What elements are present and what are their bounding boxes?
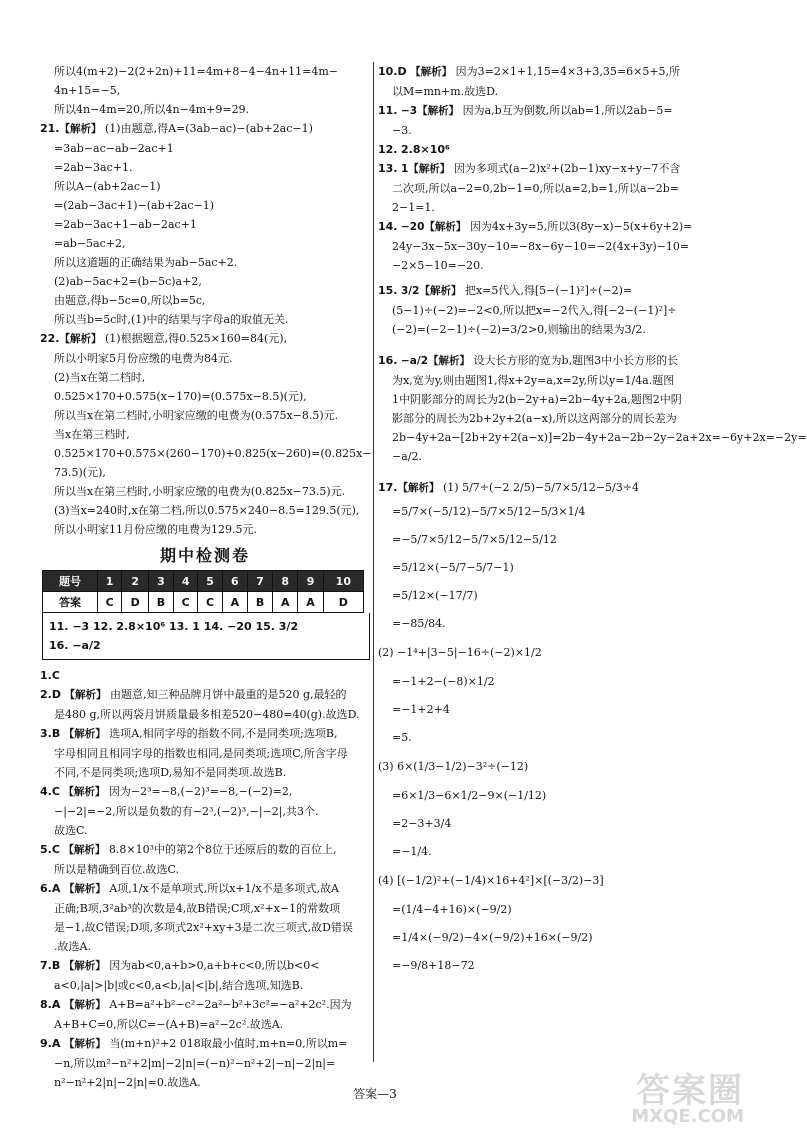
text-line: =3ab−ac−ab−2ac+1: [54, 142, 174, 155]
text-line: .故选A.: [54, 940, 91, 953]
text-line: −3.: [392, 124, 412, 137]
text-line: 选项A,相同字母的指数不同,不是同类项;选项B,: [109, 727, 338, 740]
table-header-cell: 1: [97, 571, 121, 592]
table-cell: A: [222, 592, 247, 613]
analysis-tag: 【解析】: [59, 123, 102, 135]
question-number: 6.A: [40, 882, 61, 895]
item-12: [378, 140, 718, 159]
analysis-tag: 【解析】: [63, 844, 106, 856]
text-line: 73.5)(元),: [54, 466, 106, 479]
text-line: (5−1)÷(−2)=−2<0,所以把x=−2代入,得[−2−(−1)²]÷: [392, 304, 677, 317]
text-line: 由题意,知三种品牌月饼中最重的是520 g,最轻的: [109, 688, 347, 701]
answer-table-row: [43, 592, 364, 613]
table-header-cell: 7: [248, 571, 273, 592]
section-title: 期中检测卷: [159, 546, 250, 565]
question-22: [40, 329, 370, 349]
text-line: 为x,宽为y,则由题图1,得x+2y=a,x=2y,所以y=1/4a.题图: [392, 374, 675, 387]
text-line: A+B=a²+b²−c²−2a²−b²+3c²=−a²+2c².因为: [109, 998, 352, 1011]
text-line: =5/7×(−5/12)−5/7×5/12−5/3×1/4: [392, 505, 586, 518]
text-line: 因为4x+3y=5,所以3(8y−x)−5(x+6y+2)=: [469, 220, 693, 233]
text-line: (2)当x在第二档时,: [54, 371, 146, 384]
text-line: −n,所以m²−n²+2|m|−2|n|=(−n)²−n²+2|−n|−2|n|=: [54, 1057, 336, 1070]
question-17: [378, 478, 718, 498]
text-line: (1)根据题意,得0.525×160=84(元),: [105, 332, 288, 345]
table-header-cell: 3: [148, 571, 173, 592]
answer-table: [42, 570, 364, 613]
analysis-tag: 【解析】: [397, 482, 440, 494]
text-line: −a/2.: [392, 450, 422, 463]
text-line: 是480 g,所以两袋月饼质量最多相差520−480=40(g).故选D.: [54, 708, 360, 721]
fill-in-answers: [42, 613, 370, 660]
text-line: 4n+15=−5,: [54, 84, 121, 97]
text-line: 1中阴影部分的周长为2(b−2y+a)=2b−4y+2a,题图2中阴: [392, 393, 682, 406]
table-cell: A: [273, 592, 298, 613]
table-header-cell: 8: [273, 571, 298, 592]
text-line: 把x=5代入,得[5−(−1)²]÷(−2)=: [464, 284, 633, 297]
text-line: a<0,|a|>|b|或c<0,a<b,|a|<|b|,结合选项,知选B.: [54, 979, 304, 992]
item-11: [378, 101, 718, 121]
question-number: 2.D: [40, 688, 61, 701]
text-line: 影部分的周长为2b+2y+2(a−x),所以这两部分的周长差为: [392, 412, 677, 425]
question-number: 16.: [378, 354, 398, 367]
question-number: 4.C: [40, 785, 60, 798]
analysis-tag: 【解析】: [63, 999, 106, 1011]
text-line: 0.525×170+0.575×(260−170)+0.825(x−260)=(0.825x−: [54, 447, 372, 460]
text-line: 所以4n−4m=20,所以4n−4m+9=29.: [54, 103, 250, 116]
text-line: =−1+2−(−8)×1/2: [392, 675, 495, 688]
text-line: =−1+2+4: [392, 703, 450, 716]
table-header-cell: 6: [222, 571, 247, 592]
text-line: (3) 6×(1/3−1/2)−3²÷(−12): [378, 760, 529, 773]
text-line: 设大长方形的宽为b,题图3中小长方形的长: [473, 354, 679, 367]
analysis-tag: 1【解析】: [401, 163, 451, 175]
question-number: 11.: [378, 104, 398, 117]
text-line: (2)ab−5ac+2=(b−5c)a+2,: [54, 275, 202, 288]
table-cell: B: [248, 592, 273, 613]
watermark-url: MXQE.COM: [631, 1106, 744, 1127]
item-3: [40, 724, 370, 744]
question-number: 3.B: [40, 727, 61, 740]
right-column: [378, 62, 807, 980]
text-line: =−85/84.: [392, 617, 446, 630]
text-line: (−2)=(−2−1)÷(−2)=3/2>0,则输出的结果为3/2.: [392, 323, 646, 336]
analysis-tag: 【解析】: [64, 689, 107, 701]
text-line: (4) [(−1/2)²+(−1/4)×16+4²]×[(−3/2)−3]: [378, 874, 604, 887]
text-line: A项,1/x不是单项式,所以x+1/x不是多项式,故A: [109, 882, 339, 895]
question-number: 5.C: [40, 843, 60, 856]
text-line: 当(m+n)²+2 018取最小值时,m+n=0,所以m=: [109, 1037, 348, 1050]
question-number: 21.: [40, 122, 60, 135]
item-14: [378, 217, 718, 237]
text-line: 字母相同且相同字母的指数也相同,是同类项;选项C,所含字母: [54, 747, 348, 760]
text-line: =6×1/3−6×1/2−9×(−1/12): [392, 789, 547, 802]
analysis-tag: −20【解析】: [401, 221, 467, 233]
table-header-cell: 9: [298, 571, 323, 592]
text-line: 是−1,故C错误;D项,多项式2x²+xy+3是二次三项式,故D错误: [54, 921, 353, 934]
text-line: 不同,不是同类项;选项D,易知不是同类项.故选B.: [54, 766, 287, 779]
text-line: A+B+C=0,所以C=−(A+B)=a²−2c².故选A.: [54, 1018, 284, 1031]
question-number: 8.A: [40, 998, 61, 1011]
item-9: [40, 1034, 370, 1054]
table-header-cell: 10: [323, 571, 363, 592]
table-header-cell: 4: [174, 571, 198, 592]
analysis-tag: −3【解析】: [401, 105, 460, 117]
text-line: −2×5−10=−20.: [392, 259, 484, 272]
text-line: =5/12×(−17/7): [392, 589, 478, 602]
left-column: [40, 62, 370, 1092]
text-line: (2) −1⁴+|3−5|−16÷(−2)×1/2: [378, 646, 542, 659]
analysis-tag: 【解析】: [63, 960, 106, 972]
text-line: 所以这道题的正确结果为ab−5ac+2.: [54, 256, 238, 269]
text-line: =5.: [392, 731, 412, 744]
question-number: 17.: [378, 481, 398, 494]
text-line: (3)当x=240时,x在第二档,所以0.575×240−8.5=129.5(元),: [54, 504, 360, 517]
text-line: =2−3+3/4: [392, 817, 452, 830]
table-cell: 答案: [43, 592, 98, 613]
column-divider: [373, 62, 374, 1062]
text-line: 所以小明家5月份应缴的电费为84元.: [54, 352, 233, 365]
table-cell: B: [148, 592, 173, 613]
table-header-cell: 5: [198, 571, 222, 592]
fill-row: 11. −3 12. 2.8×10⁶ 13. 1 14. −20 15. 3/2: [49, 620, 299, 633]
question-number: 14.: [378, 220, 398, 233]
item-8: [40, 995, 370, 1015]
text-line: 24y−3x−5x−30y−10=−8x−6y−10=−2(4x+3y)−10=: [392, 240, 690, 253]
text-line: 2.8×10⁶: [401, 143, 450, 156]
text-line: 0.525×170+0.575(x−170)=(0.575x−8.5)(元),: [54, 390, 307, 403]
item-16: [378, 351, 718, 371]
text-line: 所以小明家11月份应缴的电费为129.5元.: [54, 523, 257, 536]
question-number: 12.: [378, 143, 398, 156]
text-line: 因为多项式(a−2)x²+(2b−1)xy−x+y−7不含: [453, 162, 681, 175]
analysis-tag: 【解析】: [63, 1038, 106, 1050]
text-line: 故选C.: [54, 824, 88, 837]
text-line: 所以当x在第三档时,小明家应缴的电费为(0.825x−73.5)元.: [54, 485, 346, 498]
text-line: =5/12×(−5/7−5/7−1): [392, 561, 514, 574]
text-line: =(1/4−4+16)×(−9/2): [392, 903, 512, 916]
question-number: 15.: [378, 284, 398, 297]
text-line: 2−1=1.: [392, 201, 435, 214]
question-number: 13.: [378, 162, 398, 175]
fill-row: 16. −a/2: [49, 639, 101, 652]
text-line: 2b−4y+2a−[2b+2y+2(a−x)]=2b−4y+2a−2b−2y−2a+2x=−6y+2x=−2y=: [392, 431, 807, 444]
analysis-tag: −a/2【解析】: [401, 355, 471, 367]
item-15: [378, 281, 718, 301]
item-5: [40, 840, 370, 860]
text-line: 所以当x在第二档时,小明家应缴的电费为(0.575x−8.5)元.: [54, 409, 339, 422]
analysis-tag: 【解析】: [410, 66, 453, 78]
analysis-tag: 【解析】: [63, 786, 106, 798]
analysis-tag: 【解析】: [59, 333, 102, 345]
answer-table-header-row: [43, 571, 364, 592]
text-line: 所以是精确到百位.故选C.: [54, 863, 180, 876]
text-line: 所以当b=5c时,(1)中的结果与字母a的取值无关.: [54, 313, 289, 326]
text-line: 正确;B项,3²ab³的次数是4,故B错误;C项,x²+x−1的常数项: [54, 902, 341, 915]
text-line: 因为3=2×1+1,15=4×3+3,35=6×5+5,所: [455, 65, 681, 78]
text-line: =2ab−3ac+1−ab−2ac+1: [54, 218, 197, 231]
table-header-cell: 题号: [43, 571, 98, 592]
question-number: 22.: [40, 332, 60, 345]
text-line: 当x在第三档时,: [54, 428, 130, 441]
text-line: 因为ab<0,a+b>0,a+b+c<0,所以b<0<: [109, 959, 320, 972]
text-line: 8.8×10³中的第2个8位于还原后的数的百位上,: [108, 843, 337, 856]
watermark-logo: [594, 1063, 744, 1127]
text-line: 因为a,b互为倒数,所以ab=1,所以2ab−5=: [462, 104, 673, 117]
item-1: [40, 666, 370, 685]
table-header-cell: 2: [122, 571, 149, 592]
text-line: =ab−5ac+2,: [54, 237, 126, 250]
text-line: n²−n²+2|n|−2|n|=0.故选A.: [54, 1076, 201, 1089]
text-line: (1) 5/7÷(−2 2/5)−5/7×5/12−5/3÷4: [443, 481, 639, 494]
item-13: [378, 159, 718, 179]
analysis-tag: 【解析】: [63, 728, 106, 740]
text-line: =1/4×(−9/2)−4×(−9/2)+16×(−9/2): [392, 931, 593, 944]
question-number: 1.C: [40, 669, 60, 682]
text-line: =−5/7×5/12−5/7×5/12−5/12: [392, 533, 557, 546]
table-cell: C: [198, 592, 222, 613]
text-line: 所以4(m+2)−2(2+2n)+11=4m+8−4−4n+11=4m−: [54, 65, 338, 78]
text-line: =(2ab−3ac+1)−(ab+2ac−1): [54, 199, 215, 212]
item-6: [40, 879, 370, 899]
table-cell: C: [174, 592, 198, 613]
item-7: [40, 956, 370, 976]
watermark-text: 答案圈: [636, 1071, 744, 1111]
question-21: [40, 119, 370, 139]
text-line: 由题意,得b−5c=0,所以b=5c,: [54, 294, 206, 307]
item-4: [40, 782, 370, 802]
text-line: −|−2|=−2,所以是负数的有−2³,(−2)³,−|−2|,共3个.: [54, 805, 319, 818]
analysis-tag: 3/2【解析】: [401, 285, 462, 297]
table-cell: A: [298, 592, 323, 613]
table-cell: D: [323, 592, 363, 613]
question-number: 9.A: [40, 1037, 61, 1050]
text-line: =−1/4.: [392, 845, 432, 858]
text-line: 以M=mn+m.故选D.: [392, 85, 499, 98]
table-cell: D: [122, 592, 149, 613]
question-number: 7.B: [40, 959, 61, 972]
text-line: =2ab−3ac+1.: [54, 161, 133, 174]
analysis-tag: 【解析】: [63, 883, 106, 895]
table-cell: C: [97, 592, 121, 613]
item-10: [378, 62, 718, 82]
question-number: 10.D: [378, 65, 407, 78]
text-line: (1)由题意,得A=(3ab−ac)−(ab+2ac−1): [105, 122, 313, 135]
text-line: 二次项,所以a−2=0,2b−1=0,所以a=2,b=1,所以a−2b=: [392, 182, 680, 195]
text-line: 所以A−(ab+2ac−1): [54, 180, 161, 193]
page-footer: 答案—3: [353, 1087, 397, 1101]
text-line: 因为−2³=−8,(−2)³=−8,−(−2)=2,: [108, 785, 293, 798]
text-line: =−9/8+18−72: [392, 959, 475, 972]
item-2: [40, 685, 370, 705]
